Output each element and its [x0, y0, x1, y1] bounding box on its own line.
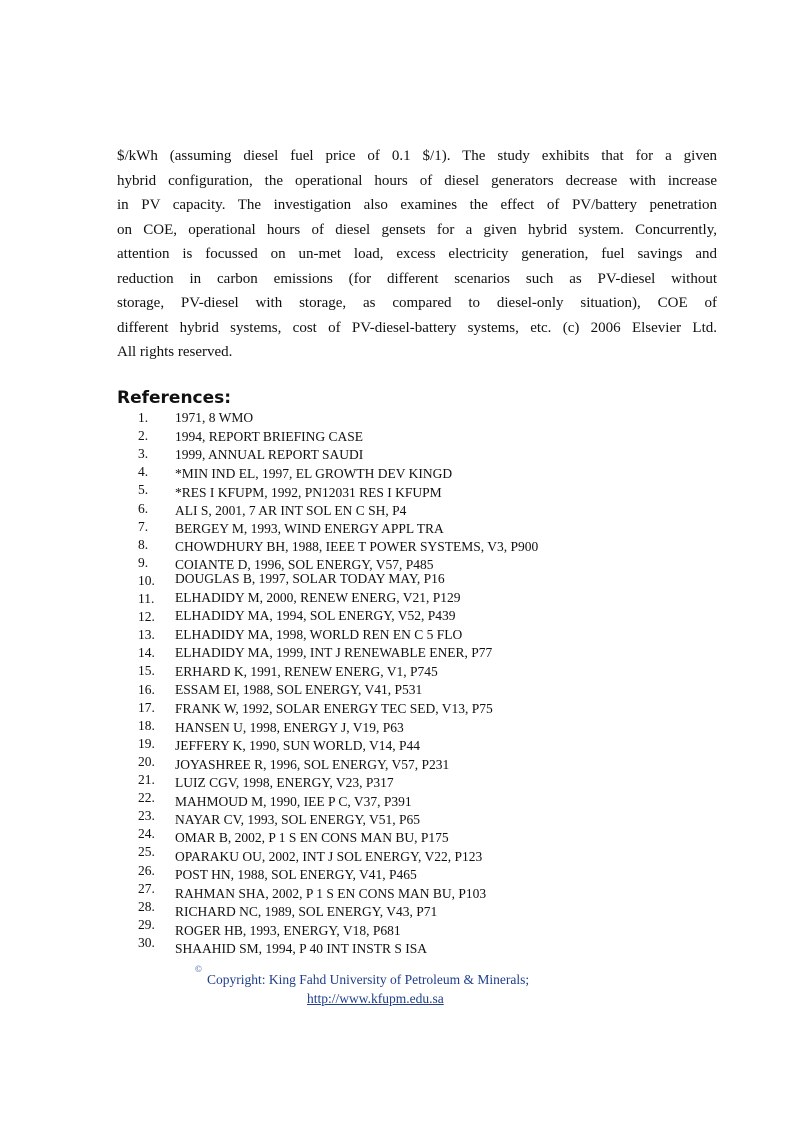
reference-number: 21. — [138, 772, 155, 787]
reference-item: POST HN, 1988, SOL ENERGY, V41, P465 — [175, 867, 417, 882]
reference-number: 10. — [138, 572, 155, 588]
abstract-line: All rights reserved. — [117, 344, 233, 360]
reference-item: NAYAR CV, 1993, SOL ENERGY, V51, P65 — [175, 812, 421, 827]
reference-number: 2. — [138, 428, 149, 444]
reference-number: 3. — [138, 446, 149, 462]
abstract-line: on COE, operational hours of diesel gensets for a given hybrid system. Concurrently, — [117, 221, 717, 238]
reference-number: 28. — [138, 898, 155, 914]
university-website-link[interactable]: http://www.kfupm.edu.sa — [307, 991, 444, 1006]
reference-item: RICHARD NC, 1989, SOL ENERGY, V43, P71 — [175, 904, 438, 919]
reference-number: 14. — [138, 645, 155, 661]
reference-item: *MIN IND EL, 1997, EL GROWTH DEV KINGD — [175, 466, 453, 481]
reference-item: HANSEN U, 1998, ENERGY J, V19, P63 — [175, 720, 404, 735]
reference-item: ELHADIDY MA, 1998, WORLD REN EN C 5 FLO — [175, 627, 463, 642]
reference-number: 1. — [138, 410, 149, 425]
reference-number: 5. — [138, 482, 149, 498]
reference-number: 4. — [138, 464, 149, 480]
reference-item: *RES I KFUPM, 1992, PN12031 RES I KFUPM — [175, 485, 442, 500]
reference-number: 17. — [138, 699, 155, 715]
reference-number: 12. — [138, 609, 155, 625]
reference-item: FRANK W, 1992, SOLAR ENERGY TEC SED, V13, P75 — [175, 701, 493, 716]
reference-item: COIANTE D, 1996, SOL ENERGY, V57, P485 — [175, 557, 434, 572]
reference-number: 11. — [138, 591, 155, 606]
reference-item: OPARAKU OU, 2002, INT J SOL ENERGY, V22, P123 — [175, 849, 483, 864]
reference-number: 22. — [138, 790, 155, 806]
reference-item: ROGER HB, 1993, ENERGY, V18, P681 — [175, 923, 401, 938]
reference-item: CHOWDHURY BH, 1988, IEEE T POWER SYSTEMS, V3, P900 — [175, 539, 539, 554]
reference-number: 6. — [138, 500, 149, 516]
copyright-symbol: © — [195, 964, 202, 974]
abstract-line: hybrid configuration, the operational hours of diesel generators decrease with increase — [117, 172, 717, 189]
copyright-notice: Copyright: King Fahd University of Petroleum & Minerals; — [207, 972, 530, 987]
abstract-line: reduction in carbon emissions (for different scenarios such as PV-diesel without — [117, 270, 717, 287]
reference-item: RAHMAN SHA, 2002, P 1 S EN CONS MAN BU, P103 — [175, 886, 487, 901]
reference-number: 29. — [138, 916, 155, 932]
reference-number: 25. — [138, 844, 155, 860]
reference-number: 15. — [138, 663, 155, 679]
reference-item: ERHARD K, 1991, RENEW ENERG, V1, P745 — [175, 664, 438, 679]
reference-item: ALI S, 2001, 7 AR INT SOL EN C SH, P4 — [175, 503, 407, 518]
abstract-line: in PV capacity. The investigation also examines the effect of PV/battery penetration — [117, 197, 717, 213]
reference-number: 27. — [138, 880, 155, 896]
reference-item: ELHADIDY M, 2000, RENEW ENERG, V21, P129 — [175, 590, 461, 605]
reference-number: 26. — [138, 862, 155, 878]
reference-item: 1971, 8 WMO — [175, 410, 254, 425]
reference-item: LUIZ CGV, 1998, ENERGY, V23, P317 — [175, 775, 394, 790]
reference-item: MAHMOUD M, 1990, IEE P C, V37, P391 — [175, 794, 412, 809]
reference-number: 16. — [138, 681, 155, 697]
reference-item: JEFFERY K, 1990, SUN WORLD, V14, P44 — [175, 738, 421, 753]
reference-number: 7. — [138, 518, 149, 534]
reference-item: ELHADIDY MA, 1999, INT J RENEWABLE ENER, P77 — [175, 645, 493, 660]
abstract-line: attention is focussed on un-met load, excess electricity generation, fuel savings and — [117, 246, 717, 262]
reference-item: ESSAM EI, 1988, SOL ENERGY, V41, P531 — [175, 682, 423, 697]
reference-number: 23. — [138, 808, 155, 824]
reference-number: 8. — [138, 536, 149, 552]
reference-number: 20. — [138, 753, 155, 769]
abstract-line: different hybrid systems, cost of PV-diesel-battery systems, etc. (c) 2006 Elsevier Ltd. — [117, 319, 717, 336]
reference-item: 1999, ANNUAL REPORT SAUDI — [175, 447, 364, 462]
reference-number: 19. — [138, 735, 155, 751]
reference-item: 1994, REPORT BRIEFING CASE — [175, 429, 363, 444]
reference-item: JOYASHREE R, 1996, SOL ENERGY, V57, P231 — [175, 757, 450, 772]
abstract-line: $/kWh (assuming diesel fuel price of 0.1 $/1). The study exhibits that for a given — [117, 148, 717, 164]
reference-item: BERGEY M, 1993, WIND ENERGY APPL TRA — [175, 521, 444, 536]
reference-number: 13. — [138, 627, 155, 643]
abstract-line: storage, PV-diesel with storage, as compared to diesel-only situation), COE of — [117, 295, 717, 311]
reference-item: ELHADIDY MA, 1994, SOL ENERGY, V52, P439 — [175, 608, 456, 623]
reference-item: DOUGLAS B, 1997, SOLAR TODAY MAY, P16 — [175, 571, 445, 586]
reference-number: 30. — [138, 934, 155, 950]
reference-number: 9. — [138, 554, 149, 570]
reference-item: OMAR B, 2002, P 1 S EN CONS MAN BU, P175 — [175, 830, 449, 845]
references-heading: References: — [117, 388, 232, 408]
abstract-text — [117, 144, 717, 365]
reference-item: SHAAHID SM, 1994, P 40 INT INSTR S ISA — [175, 941, 428, 956]
reference-number: 24. — [138, 826, 155, 842]
reference-number: 18. — [138, 717, 155, 733]
